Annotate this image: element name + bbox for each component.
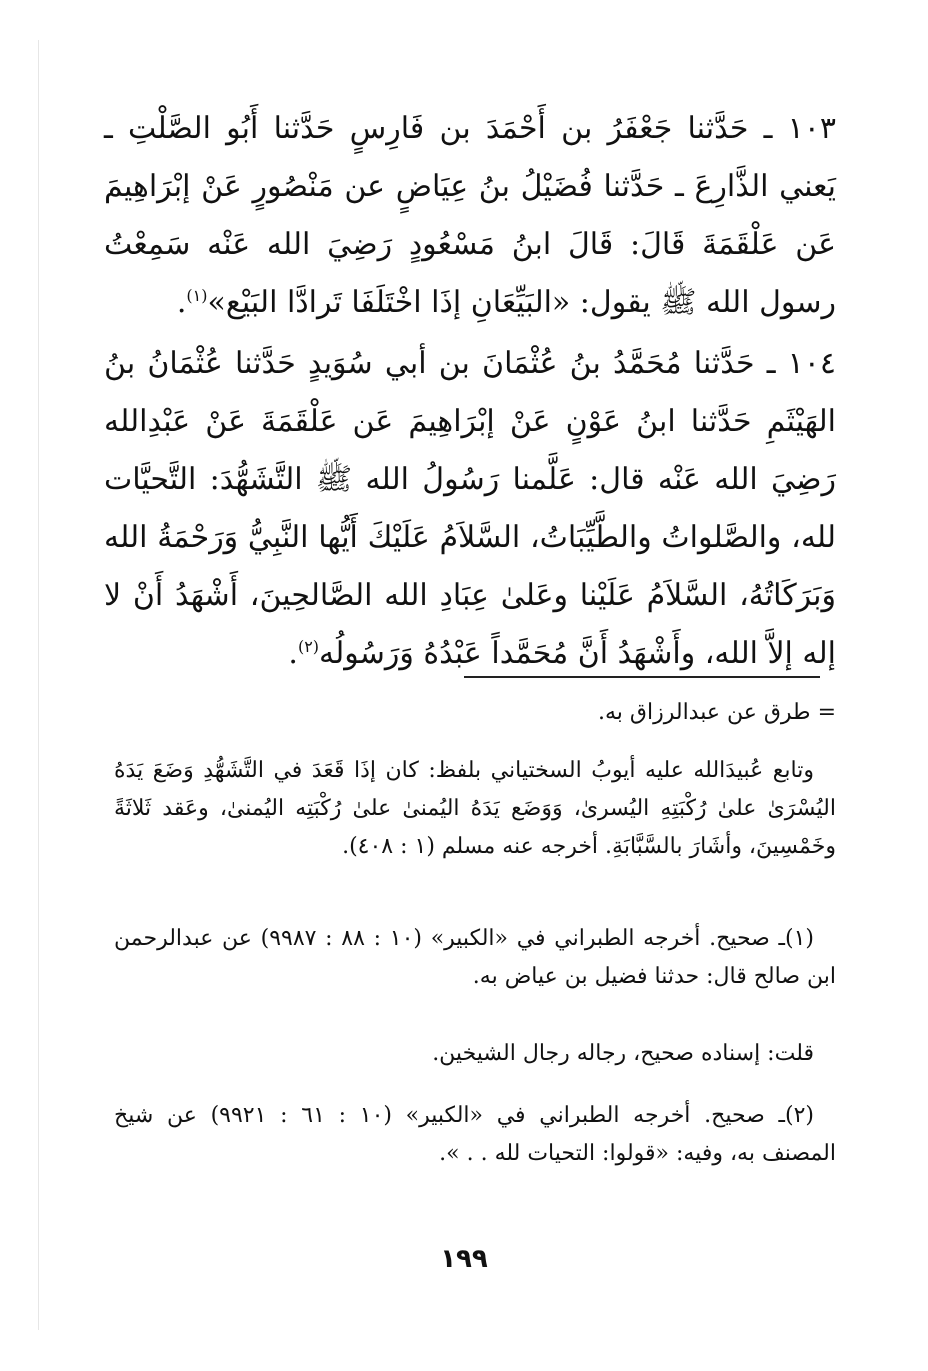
footnote-2: (٢)ـ صحيح. أخرجه الطبراني في «الكبير» (١٠ : ٦١ : ٩٩٢١) عن شيخ المصنف به، وفيه: «قولوا: التحيات لله . . ». <box>114 1103 836 1166</box>
footnote-1-note: قلت: إسناده صحيح، رجاله رجال الشيخين. <box>432 1041 814 1066</box>
scan-edge-line <box>38 40 39 1330</box>
hadith-104-end: . <box>288 636 298 671</box>
hadith-103-paragraph <box>104 100 836 332</box>
footnote-1: (١)ـ صحيح. أخرجه الطبراني في «الكبير» (١٠ : ٨٨ : ٩٩٨٧) عن عبدالرحمن ابن صالح قال: حدثنا فضيل بن عياض به. <box>114 926 836 989</box>
hadith-103-text: ١٠٣ ـ حَدَّثنا جَعْفَرُ بن أَحْمَدَ بن فَارِسٍ حَدَّثنا أَبُو الصَّلْتِ ـ يَعني الذَّارِعَ ـ حَدَّثنا فُضَيْلُ بنُ عِيَاضٍ عن مَنْصُورٍ عَنْ إبْرَاهِيمَ عَن عَلْقَمَةَ قَالَ: قَالَ ابنُ مَسْعُودٍ رَضِيَ الله عَنْه سَمِعْتُ رسول الله ﷺ يقول: «البَيِّعَانِ إذَا اخْتَلَفَا تَرادَّا البَيْع» <box>104 111 836 320</box>
hadith-104-footnote-ref: (٢) <box>297 637 320 656</box>
page-number: ١٩٩ <box>440 1244 488 1274</box>
hadith-104-text: ١٠٤ ـ حَدَّثنا مُحَمَّدُ بنُ عُثْمَانَ بن أبي سُوَيدٍ حَدَّثنا عُثْمَانُ بنُ الهَيْثَمِ حَدَّثنا ابنُ عَوْنٍ عَنْ إبْرَاهِيمَ عَن عَلْقَمَةَ عَنْ عَبْدِالله رَضِيَ الله عَنْه قال: عَلَّمنا رَسُولُ الله ﷺ التَّشَهُّدَ: التَّحيَّات لله، والصَّلواتُ والطَّيِّبَاتُ، السَّلاَمُ عَلَيْكَ أَيُّها النَّبِيُّ وَرَحْمَةُ الله وَبَرَكَاتُهُ، السَّلاَمُ عَلَيْنا وعَلىٰ عِبَادِ الله الصَّالحِينَ، أَشْهَدُ أَنْ لا إله إلاَّ الله، وأَشْهَدُ أَنَّ مُحَمَّداً عَبْدُهُ وَرَسُولُه <box>104 346 836 671</box>
footnote-mutabaa: وتابع عُبيدَالله عليه أيوبُ السختياني بلفظ: كان إذَا قَعَدَ في التَّشَهُّدِ وَضَعَ يَدَهُ اليُسْرَىٰ علىٰ رُكْبَتِهِ اليُسرىٰ، وَوَضَع يَدَهُ اليُمنىٰ علىٰ رُكْبَتِه اليُمنىٰ، وعَقد ثَلاثَةً وخَمْسِينَ، وأشَارَ بالسَّبَّابَةِ. أخرجه عنه مسلم (١ : ٤٠٨). <box>114 758 836 859</box>
hadith-104-paragraph <box>104 335 836 683</box>
hadith-103-end: . <box>176 285 187 320</box>
hadith-103-footnote-ref: (١) <box>186 286 208 305</box>
footnote-continuation: = طرق عن عبدالرزاق به. <box>598 700 836 725</box>
footnote-separator <box>464 676 820 678</box>
